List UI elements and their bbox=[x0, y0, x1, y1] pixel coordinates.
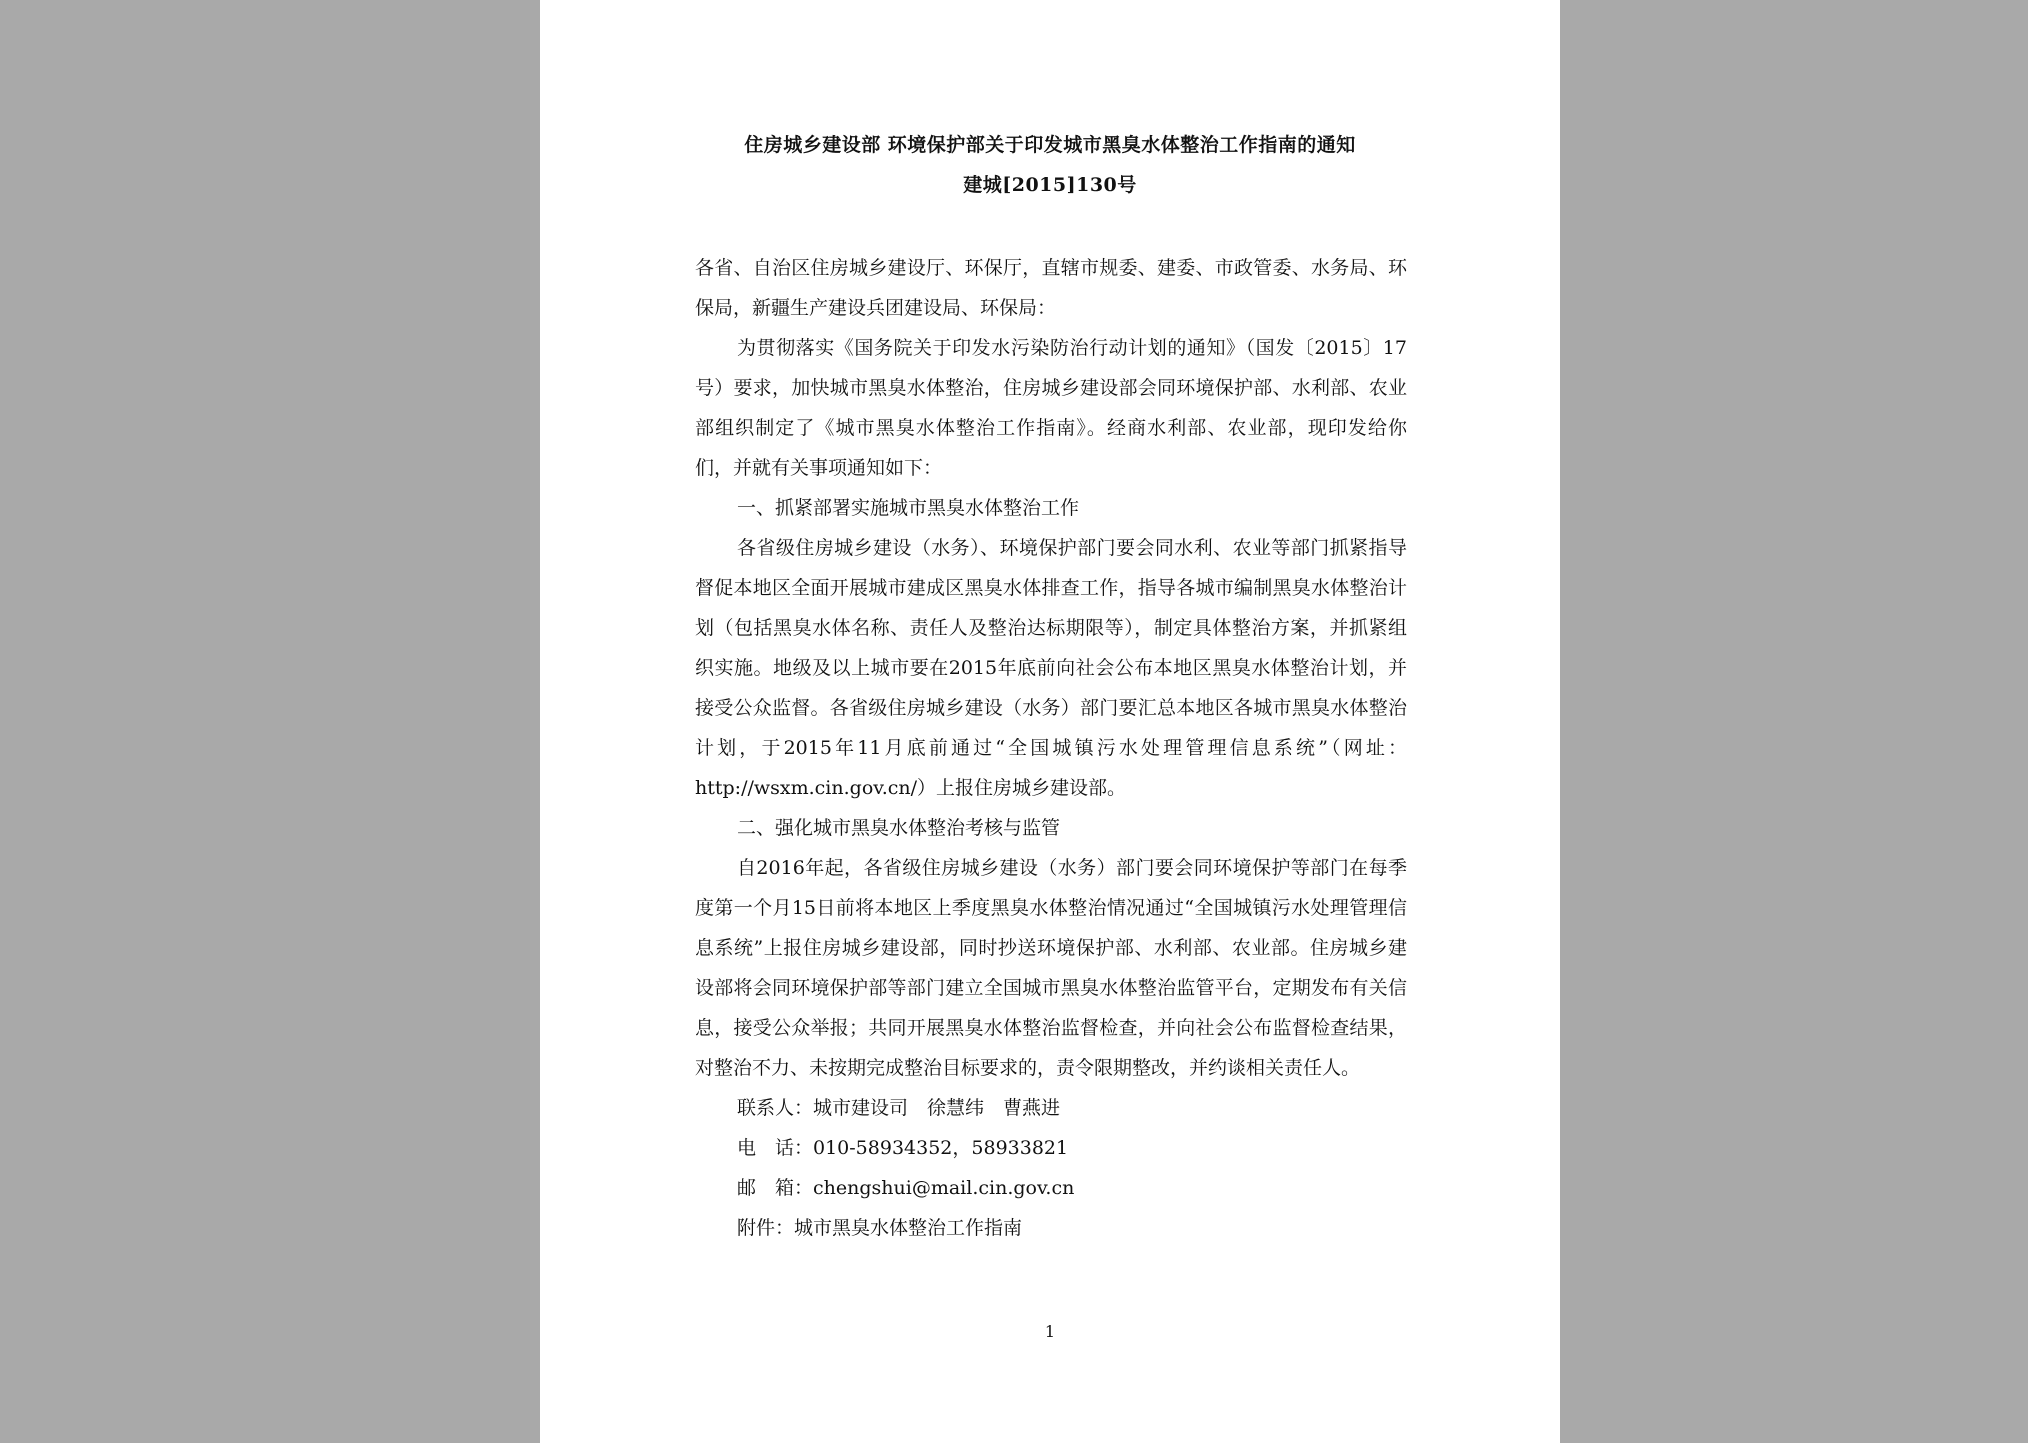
contact-email: 邮 箱：chengshui@mail.cin.gov.cn bbox=[737, 1177, 1075, 1199]
document-title: 住房城乡建设部 环境保护部关于印发城市黑臭水体整治工作指南的通知 bbox=[744, 134, 1356, 156]
contact-person: 联系人：城市建设司 徐慧纬 曹燕进 bbox=[737, 1097, 1061, 1119]
section-paragraph-2: 自2016年起，各省级住房城乡建设（水务）部门要会同环境保护等部门在每季度第一个月15日前将本地区上季度黑臭水体整治情况通过“全国城镇污水处理管理信息系统”上报住房城乡建设部，同时抄送环境保护部、水利部、农业部。住房城乡建设部将会同环境保护部等部门建立全国城市黑臭水体整治监管平台，定期发布有关信息，接受公众举报；共同开展黑臭水体整治监督检查，并向社会公布监督检查结果，对整治不力、未按期完成整治目标要求的，责令限期整改，并约谈相关责任人。 bbox=[695, 857, 1407, 1079]
document-page bbox=[540, 0, 1560, 1443]
section-paragraph-1: 各省级住房城乡建设（水务）、环境保护部门要会同水利、农业等部门抓紧指导督促本地区全面开展城市建成区黑臭水体排查工作，指导各城市编制黑臭水体整治计划（包括黑臭水体名称、责任人及整治达标期限等），制定具体整治方案，并抓紧组织实施。地级及以上城市要在2015年底前向社会公布本地区黑臭水体整治计划，并接受公众监督。各省级住房城乡建设（水务）部门要汇总本地区各城市黑臭水体整治计划，于2015年11月底前通过“全国城镇污水处理管理信息系统”（网址：http://wsxm.cin.gov.cn/）上报住房城乡建设部。 bbox=[695, 537, 1407, 799]
intro-paragraph: 为贯彻落实《国务院关于印发水污染防治行动计划的通知》（国发〔2015〕17号）要求，加快城市黑臭水体整治，住房城乡建设部会同环境保护部、水利部、农业部组织制定了《城市黑臭水体整治工作指南》。经商水利部、农业部，现印发给你们，并就有关事项通知如下： bbox=[695, 337, 1407, 479]
page-number: 1 bbox=[1044, 1322, 1056, 1341]
section-heading-1: 一、抓紧部署实施城市黑臭水体整治工作 bbox=[737, 497, 1080, 519]
document-body bbox=[695, 248, 1407, 1248]
addressee-paragraph: 各省、自治区住房城乡建设厅、环保厅，直辖市规委、建委、市政管委、水务局、环保局，新疆生产建设兵团建设局、环保局： bbox=[695, 257, 1407, 319]
attachment-line: 附件：城市黑臭水体整治工作指南 bbox=[737, 1217, 1023, 1239]
section-heading-2: 二、强化城市黑臭水体整治考核与监管 bbox=[737, 817, 1061, 839]
document-number: 建城[2015]130号 bbox=[963, 174, 1137, 196]
contact-phone: 电 话：010-58934352，58933821 bbox=[737, 1137, 1069, 1159]
